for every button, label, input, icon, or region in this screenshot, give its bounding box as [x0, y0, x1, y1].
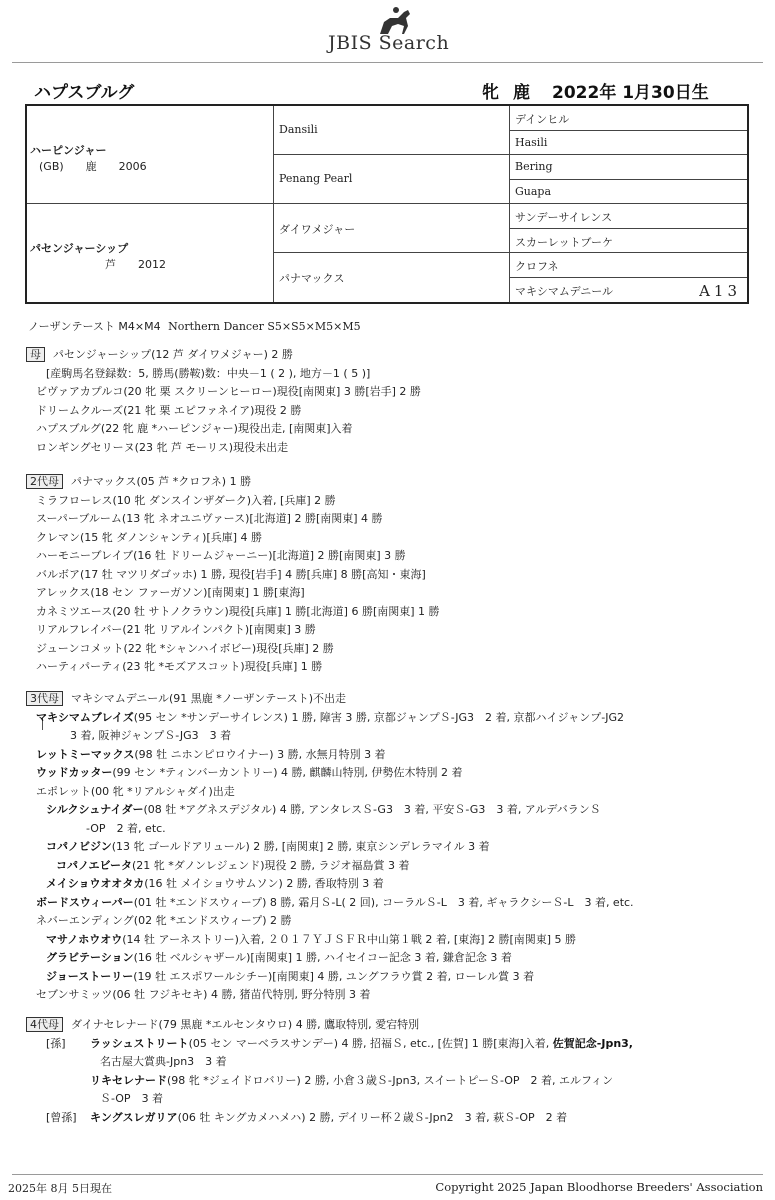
third-dam-section: 3代母 マキシマムデニール(91 黒鹿 *ノーザンテースト)不出走 マキシマムブレイズ(95 セン *サンデーサイレンス) 1 勝, 障害 3 勝, 京都ジャンプＳ-JG3 2 着, 京都ハイジャンプ-JG2 3 着, 阪神ジャンプＳ-JG3 3 着 レットミーマックス(98 牡 ニホンピロウイナー) 3 勝, 水無月特別 3 着 ウッドカッター(99 セン *ティンバーカントリー) 4 勝, 麒麟山特別, 伊勢佐木特別 2 着 エポレット(00 牝 *リアルシャダイ)出走 シルクシュナイダー(08 牡 *アグネスデジタル) 4 勝, アンタレスＳ-G3 3 着, 平安Ｓ-G3 3 着, アルデバランＳ -OP 2 着, etc. コパノビジン(13 牝 ゴールドアリュール) 2 勝, [南関東] 2 勝, 東京シンデレラマイル 3 着 コパノエビータ(21 牝 *ダノンレジェンド)現役 2 勝, ラジオ福島賞 3 着 メイショウオオタカ(16 牡 メイショウサムソン) 2 勝, 香取特別 3 着 ボードスウィーパー(01 牡 *エンドスウィープ) 8 勝, 霜月Ｓ-L( 2 回), コーラルＳ-L 3 着, ギャラクシーＳ-L 3 着, etc. ネバーエンディング(02 牝 *エンドスウィープ) 2 勝 マサノホウオウ(14 牡 アーネストリー)入着, ２０１７ＹＪＳＦＲ中山第１戦 2 着, [東海] 2 勝[南関東] 5 勝 グラビテーション(16 牡 ベルシャザール)[南関東] 1 勝, ハイセイコー記念 3 着, 鎌倉記念 3 着 ジョーストーリー(19 牡 エスポワールシチー)[南関東] 4 勝, ユングフラウ賞 2 着, ローレル賞 3 着 セブンサミッツ(06 牡 フジキセキ) 4 勝, 猪苗代特別, 野分特別 3 着	[26, 690, 746, 1005]
black-type-name: ボードスウィーパー	[36, 895, 134, 909]
black-type-name: レットミーマックス	[36, 747, 135, 761]
sds[interactable]: Bering	[515, 160, 553, 173]
list-item: ハプスブルグ(22 牝 鹿 *ハーピンジャー)現役出走, [南関東]入着	[36, 422, 353, 435]
black-type-name: ラッシュストリート	[90, 1036, 189, 1050]
pedigree-table	[25, 104, 749, 304]
list-item: ジューンコメット(22 牝 *シャンハイボビー)現役[兵庫] 2 勝	[36, 641, 334, 655]
list-item: リアルフレイバー(21 牝 リアルインパクト)[南関東] 3 勝	[36, 623, 316, 636]
list-item: パセンジャーシップ(12 芦 ダイワメジャー) 2 勝	[53, 348, 293, 361]
list-item: セブンサミッツ(06 牡 フジキセキ) 4 勝, 猪苗代特別, 野分特別 3 着	[36, 988, 371, 1001]
dam-sire[interactable]: ダイワメジャー	[279, 223, 356, 236]
black-type-name: ジョーストーリー	[46, 969, 134, 983]
list-item: カネミツエース(20 牡 サトノクラウン)現役[兵庫] 1 勝[北海道] 6 勝[南関東] 1 勝	[36, 604, 440, 618]
list-item: スーパーブルーム(13 牝 ネオユニヴァース)[北海道] 2 勝[南関東] 4 勝	[36, 512, 383, 525]
black-type-name: ウッドカッター	[36, 766, 113, 779]
horse-color: 鹿	[513, 83, 530, 103]
black-type-name: シルクシュナイダー	[46, 803, 144, 816]
list-item: クレマン(15 牝 ダノンシャンティ)[兵庫] 4 勝	[36, 530, 263, 544]
footer-divider	[12, 1174, 763, 1175]
dam-dam[interactable]: パナマックス	[279, 272, 345, 285]
horse-info	[482, 78, 709, 103]
black-type-name: リキセレナード	[90, 1073, 167, 1087]
list-item: 3 着, 阪神ジャンプＳ-JG3 3 着	[70, 729, 232, 742]
sire-dam[interactable]: Penang Pearl	[279, 172, 353, 185]
dam-name[interactable]: パセンジャーシップ	[30, 242, 129, 255]
sire-sire[interactable]: Dansili	[279, 123, 318, 136]
jbis-logo[interactable]	[328, 6, 468, 54]
list-item: ダイナセレナード(79 黒鹿 *エルセンタウロ) 4 勝, 鷹取特別, 愛宕特別	[71, 1018, 420, 1031]
list-item: ビヴァアカプルコ(20 牝 栗 スクリーンヒーロー)現役[南関東] 3 勝[岩手] 2 勝	[36, 385, 421, 398]
list-item: バルボア(17 牡 マツリダゴッホ) 1 勝, 現役[岩手] 4 勝[兵庫] 8 勝[高知・東海]	[36, 567, 426, 581]
dam-detail: 芦 2012	[105, 258, 166, 271]
sire-name[interactable]: ハーピンジャー	[30, 144, 107, 157]
logo-text: JBIS Search	[328, 32, 450, 54]
list-item: ハーティパーティ(23 牝 *モズアスコット)現役[兵庫] 1 勝	[36, 660, 323, 673]
black-type-name: メイショウオオタカ	[46, 877, 145, 890]
list-item: [産駒馬名登録数：5, 勝馬(勝鞍)数：中央－1 ( 2 ), 地方－1 ( 5 )]	[46, 366, 371, 380]
list-item: -OP 2 着, etc.	[86, 821, 166, 835]
black-type-name: マサノホウオウ	[46, 932, 123, 946]
list-item: アレックス(18 セン ファーガソン)[南関東] 1 勝[東海]	[36, 586, 305, 599]
as-of-date: 2025年 8月 5日現在	[8, 1182, 112, 1195]
section-tag-dam: 母	[26, 347, 45, 362]
section-tag-3rd-dam: 3代母	[26, 691, 63, 706]
black-type-name: キングスレガリア	[90, 1110, 178, 1124]
list-item: パナマックス(05 芦 *クロフネ) 1 勝	[71, 475, 252, 488]
black-type-name: コパノビジン	[46, 840, 112, 853]
dds[interactable]: クロフネ	[515, 260, 559, 273]
list-item: 名古屋大賞典-Jpn3 3 着	[100, 1055, 227, 1068]
black-type-name: マキシマムブレイズ	[36, 710, 134, 724]
section-tag-4th-dam: 4代母	[26, 1017, 63, 1032]
list-item: Ｓ-OP 3 着	[100, 1092, 164, 1105]
list-item: ドリームクルーズ(21 牝 栗 エピファネイア)現役 2 勝	[36, 403, 302, 417]
list-item: エポレット(00 牝 *リアルシャダイ)出走	[36, 784, 235, 798]
sss[interactable]: デインヒル	[515, 113, 570, 126]
dsd[interactable]: スカーレットブーケ	[515, 236, 614, 249]
list-item: ネバーエンディング(02 牝 *エンドスウィープ) 2 勝	[36, 914, 292, 927]
horse-dob: 2022年 1月30日生	[552, 83, 709, 103]
list-item: ハーモニーブレイブ(16 牡 ドリームジャーニー)[北海道] 2 勝[南関東] 3 勝	[36, 549, 406, 562]
sdd[interactable]: Guapa	[515, 185, 552, 198]
horse-sex: 牝	[482, 83, 499, 103]
sire-detail: (GB) 鹿 2006	[39, 160, 147, 173]
fourth-dam-section: 4代母 ダイナセレナード(79 黒鹿 *エルセンタウロ) 4 勝, 鷹取特別, 愛宕特別 [孫] ラッシュストリート(05 セン マーベラスサンデー) 4 勝, 招福Ｓ, etc., [佐賀] 1 勝[東海]入着, 佐賀記念-Jpn3, 名古屋大賞典-Jpn3 3 着 リキセレナード(98 牝 *ジェイドロバリー) 2 勝, 小倉３歳Ｓ-Jpn3, スイートピーＳ-OP 2 着, エルフィン Ｓ-OP 3 着 [曾孫] キングスレガリア(06 牡 キングカメハメハ) 2 勝, デイリー杯２歳Ｓ-Jpn2 3 着, 萩Ｓ-OP 2 着	[26, 1016, 746, 1127]
black-type-name: コパノエビータ	[56, 858, 133, 872]
inbreeding-label: ノーザンテースト M4×M4	[28, 320, 161, 333]
horse-name: ハプスブルグ	[34, 83, 135, 103]
list-item: ミラフローレス(10 牝 ダンスインザダーク)入着, [兵庫] 2 勝	[36, 493, 336, 507]
great-grandchild-label: [曾孫]	[46, 1110, 77, 1124]
section-tag-2nd-dam: 2代母	[26, 474, 63, 489]
inbreeding-text: Northern Dancer S5×S5×M5×M5	[168, 320, 361, 333]
inbreeding	[28, 318, 361, 334]
pedigree-code: A13	[699, 282, 741, 300]
copyright: Copyright 2025 Japan Bloodhorse Breeders' Association	[435, 1180, 763, 1194]
header-divider	[12, 62, 763, 63]
black-type-name: グラビテーション	[46, 951, 134, 964]
grandchild-label: [孫]	[46, 1036, 66, 1050]
ddd[interactable]: マキシマムデニール	[515, 285, 614, 298]
second-dam-section	[26, 473, 746, 677]
ssd[interactable]: Hasili	[515, 136, 548, 149]
dam-section	[26, 346, 746, 457]
list-item: マキシマムデニール(91 黒鹿 *ノーザンテースト)不出走	[71, 692, 346, 705]
list-item: ロンギングセリーヌ(23 牝 芦 モーリス)現役未出走	[36, 440, 289, 454]
dss[interactable]: サンデーサイレンス	[515, 211, 613, 224]
